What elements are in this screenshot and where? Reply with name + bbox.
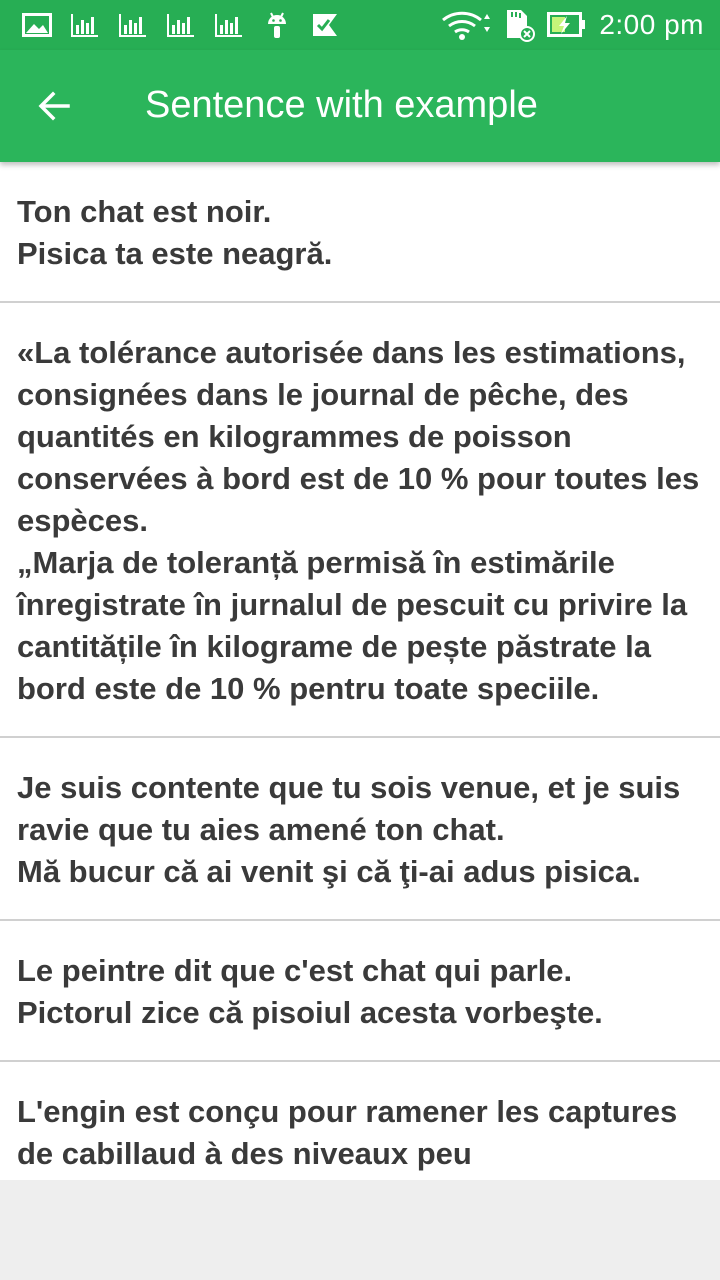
notification-icons bbox=[20, 9, 356, 41]
source-sentence: Je suis contente que tu sois venue, et je suis ravie que tu aies amené ton chat. bbox=[17, 770, 681, 847]
source-sentence: L'engin est conçu pour ramener les captures de cabillaud à des niveaux peu bbox=[17, 1094, 678, 1171]
source-sentence: Ton chat est noir. bbox=[17, 194, 272, 229]
android-icon bbox=[260, 9, 294, 41]
list-item[interactable] bbox=[0, 303, 720, 738]
chart-icon bbox=[212, 9, 246, 41]
sd-card-icon bbox=[503, 9, 535, 41]
translated-sentence: Pisica ta este neagră. bbox=[17, 236, 333, 271]
back-button[interactable] bbox=[22, 74, 86, 138]
page-title: Sentence with example bbox=[145, 84, 538, 126]
source-sentence: «La tolérance autorisée dans les estimations, consignées dans le journal de pêche, des quantités en kilogrammes de poisson conservées à bord est de 10 % pour toutes les espèces. bbox=[17, 335, 700, 538]
translated-sentence: Pictorul zice că pisoiul acesta vorbeşte. bbox=[17, 995, 603, 1030]
battery-charging-icon bbox=[547, 9, 587, 41]
system-icons bbox=[441, 6, 704, 44]
sentence-list[interactable] bbox=[0, 162, 720, 1180]
list-item[interactable] bbox=[0, 1062, 720, 1180]
arrow-back-icon bbox=[36, 88, 72, 124]
translated-sentence: Mă bucur că ai venit şi că ţi-ai adus pisica. bbox=[17, 854, 641, 889]
list-item[interactable] bbox=[0, 921, 720, 1062]
bottom-blank-area bbox=[0, 1180, 720, 1280]
check-flag-icon bbox=[308, 9, 342, 41]
chart-icon bbox=[164, 9, 198, 41]
list-item[interactable] bbox=[0, 738, 720, 921]
translated-sentence: „Marja de toleranță permisă în estimările înregistrate în jurnalul de pescuit cu privire la cantitățile în kilograme de pește păstrate la bord este de 10 % pentru toate speciile. bbox=[17, 545, 688, 706]
source-sentence: Le peintre dit que c'est chat qui parle. bbox=[17, 953, 573, 988]
app-bar bbox=[0, 50, 720, 162]
status-bar bbox=[0, 0, 720, 50]
chart-icon bbox=[116, 9, 150, 41]
chart-icon bbox=[68, 9, 102, 41]
gallery-icon bbox=[20, 9, 54, 41]
clock: 2:00 pm bbox=[599, 9, 704, 40]
wifi-icon bbox=[441, 9, 491, 41]
list-item[interactable] bbox=[0, 162, 720, 303]
